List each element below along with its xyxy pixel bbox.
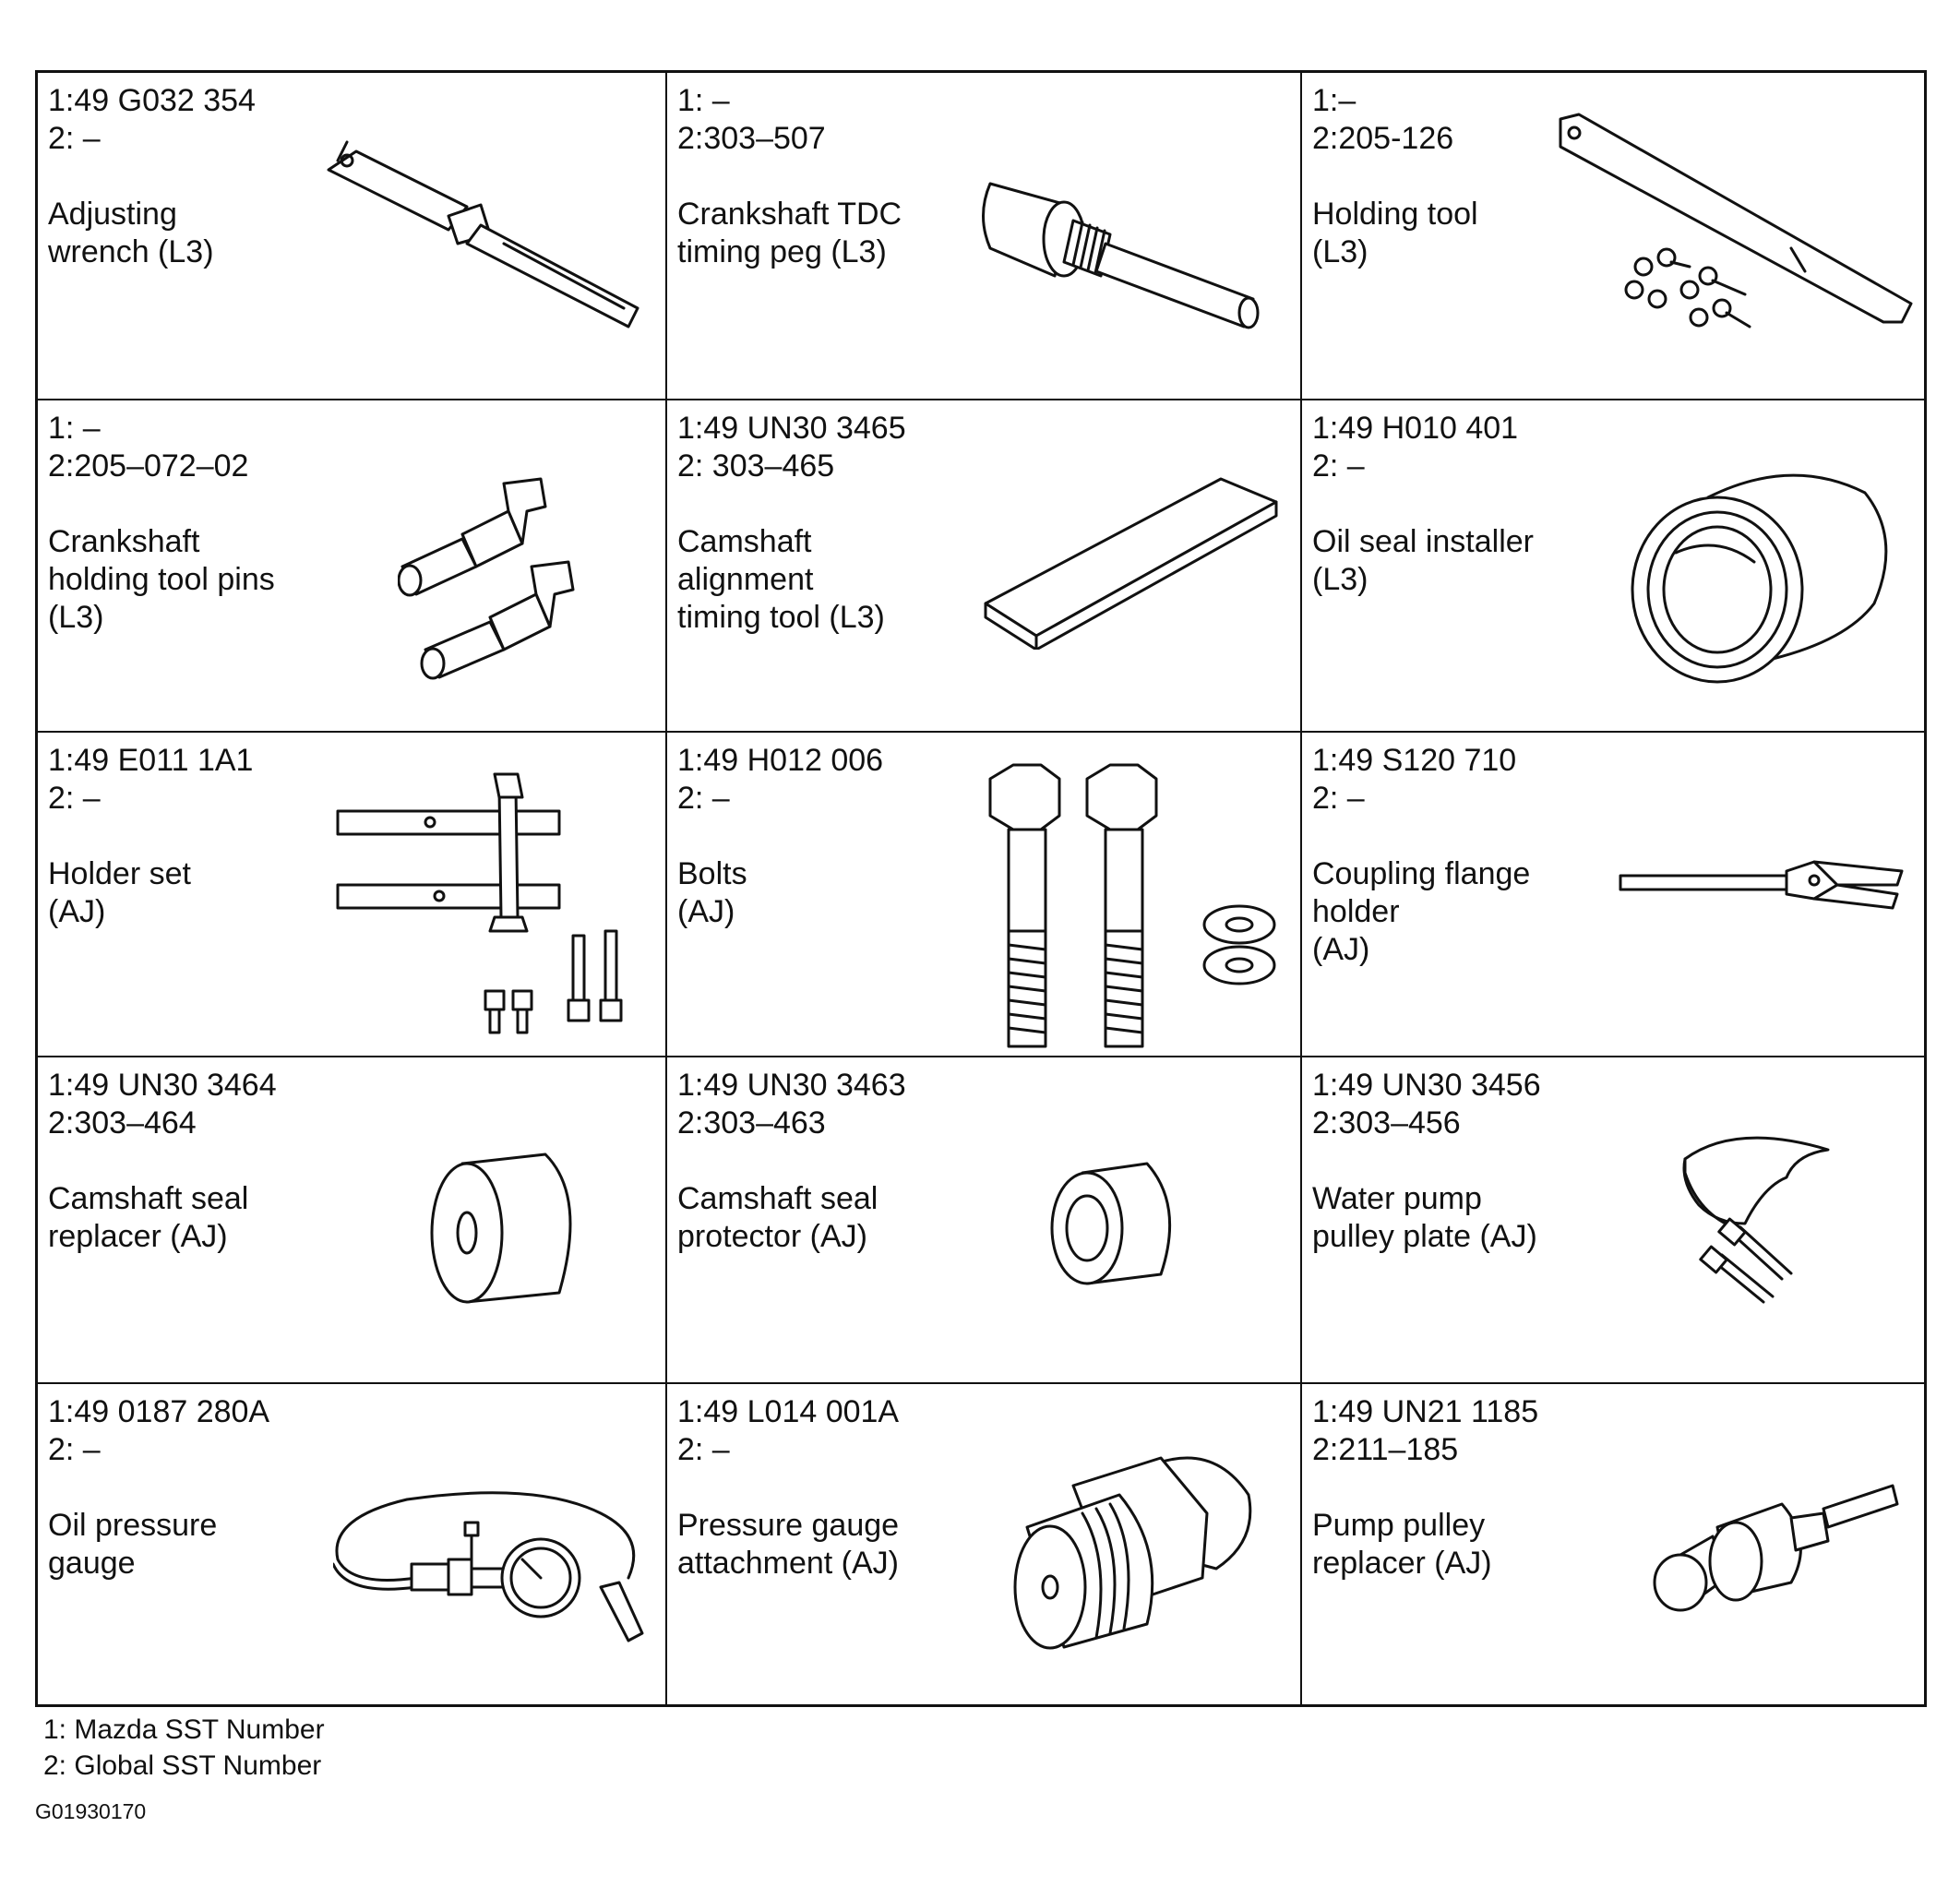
tool-name: Pressure gauge attachment (AJ) [677,1508,900,1581]
seal-installer-icon [1625,447,1902,687]
pulley-replacer-icon [1643,1476,1902,1624]
tool-cell [38,73,667,400]
tool-name: Holding tool (L3) [1312,197,1478,269]
tool-cell [1302,73,1924,400]
global-sst-number: 2:205-126 [1312,121,1454,156]
mazda-sst-number: 1: – [48,411,101,446]
pulley-plate-icon [1680,1131,1856,1316]
global-sst-number: 2: 303–465 [677,448,835,484]
gauge-attachment-icon [1009,1439,1258,1661]
tool-name: Camshaft alignment timing tool (L3) [677,524,885,635]
tool-cell [38,1057,667,1384]
tool-name: Camshaft seal protector (AJ) [677,1181,878,1254]
tool-name: Water pump pulley plate (AJ) [1312,1181,1537,1254]
tool-cell [1302,1057,1924,1384]
seal-replacer-icon [425,1150,592,1307]
tool-cell [1302,733,1924,1057]
tool-cell [38,400,667,733]
global-sst-number: 2: – [677,1432,730,1467]
tool-name: Pump pulley replacer (AJ) [1312,1508,1492,1581]
tool-cell [667,733,1302,1057]
tool-name: Holder set (AJ) [48,856,191,929]
mazda-sst-number: 1:49 UN30 3463 [677,1068,906,1103]
mazda-sst-number: 1:49 0187 280A [48,1394,270,1429]
seal-protector-icon [1046,1159,1184,1288]
adjusting-wrench-icon [319,124,651,336]
global-sst-number: 2:303–464 [48,1105,197,1141]
mazda-sst-number: 1:49 UN30 3464 [48,1068,277,1103]
tool-name: Adjusting wrench (L3) [48,197,214,269]
tool-cell [38,733,667,1057]
mazda-sst-number: 1:– [1312,83,1356,118]
global-sst-number: 2: – [48,121,101,156]
global-sst-number: 2: – [1312,781,1365,816]
mazda-sst-number: 1:49 UN30 3465 [677,411,906,446]
holder-set-icon [333,770,656,1037]
tool-cell [38,1384,667,1704]
alignment-bar-icon [981,465,1285,650]
mazda-sst-number: 1:49 G032 354 [48,83,256,118]
tool-name: Bolts (AJ) [677,856,747,929]
tool-name: Oil pressure gauge [48,1508,218,1581]
global-sst-number: 2:303–463 [677,1105,826,1141]
tool-name: Camshaft seal replacer (AJ) [48,1181,249,1254]
tool-name: Coupling flange holder (AJ) [1312,856,1531,967]
legend [43,1712,325,1784]
tool-cell [667,1384,1302,1704]
global-sst-number: 2:205–072–02 [48,448,249,484]
tool-cell [667,400,1302,733]
global-sst-number: 2:303–507 [677,121,826,156]
tool-table [35,70,1927,1707]
bolts-icon [972,760,1285,1056]
mazda-sst-number: 1:49 L014 001A [677,1394,900,1429]
legend-item: 1: Mazda SST Number [43,1714,325,1745]
mazda-sst-number: 1:49 H012 006 [677,743,884,778]
tool-cell [1302,400,1924,733]
timing-peg-icon [972,165,1276,340]
flange-holder-icon [1616,853,1911,936]
mazda-sst-number: 1:49 UN30 3456 [1312,1068,1541,1103]
global-sst-number: 2:303–456 [1312,1105,1461,1141]
global-sst-number: 2: – [48,1432,101,1467]
global-sst-number: 2: – [48,781,101,816]
pressure-gauge-icon [333,1476,656,1661]
mazda-sst-number: 1:49 E011 1A1 [48,743,254,778]
holding-tool-icon [1551,110,1920,359]
global-sst-number: 2: – [677,781,730,816]
mazda-sst-number: 1:49 S120 710 [1312,743,1517,778]
tool-cell [1302,1384,1924,1704]
tool-name: Crankshaft TDC timing peg (L3) [677,197,902,269]
tool-cell [667,1057,1302,1384]
tool-name: Crankshaft holding tool pins (L3) [48,524,275,635]
figure-id: G01930170 [35,1799,147,1823]
legend-item: 2: Global SST Number [43,1750,322,1781]
global-sst-number: 2:211–185 [1312,1432,1459,1467]
mazda-sst-number: 1:49 H010 401 [1312,411,1519,446]
holding-pins-icon [398,474,647,723]
tool-cell [667,73,1302,400]
tool-name: Oil seal installer (L3) [1312,524,1534,597]
mazda-sst-number: 1: – [677,83,730,118]
mazda-sst-number: 1:49 UN21 1185 [1312,1394,1539,1429]
global-sst-number: 2: – [1312,448,1365,484]
